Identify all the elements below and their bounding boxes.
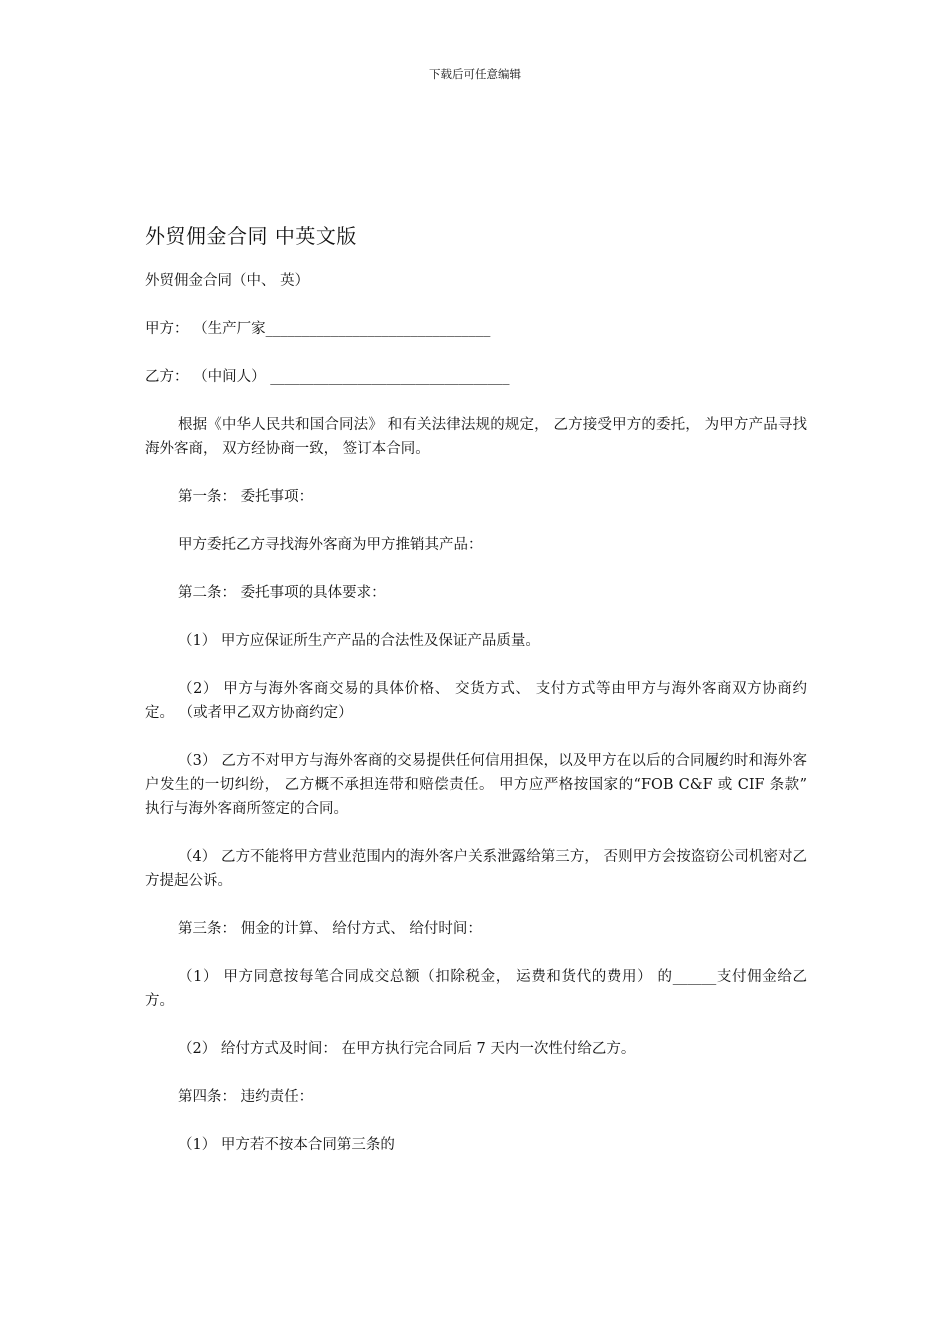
article-2-item-3: （3） 乙方不对甲方与海外客商的交易提供任何信用担保，以及甲方在以后的合同履约时和海外客户发生的一切纠纷， 乙方概不承担连带和赔偿责任。 甲方应严格按国家的“FOB C&F 或 CIF 条款” 执行与海外客商所签定的合同。: [145, 753, 807, 817]
article-4-heading: 第四条： 违约责任：: [178, 1089, 314, 1105]
preamble-paragraph: 根据《中华人民共和国合同法》 和有关法律法规的规定， 乙方接受甲方的委托， 为甲方产品寻找海外客商， 双方经协商一致， 签订本合同。: [145, 417, 807, 457]
party-b-line: 乙方： （中间人） _________________________________: [145, 369, 510, 385]
article-1-heading: 第一条： 委托事项：: [178, 489, 314, 505]
article-3-heading: 第三条： 佣金的计算、 给付方式、 给付时间：: [178, 921, 482, 937]
article-3-item-2: （2） 给付方式及时间： 在甲方执行完合同后 7 天内一次性付给乙方。: [178, 1041, 636, 1057]
page-header-note: 下载后可任意编辑: [429, 67, 521, 81]
document-title: 外贸佣金合同 中英文版: [145, 224, 357, 248]
article-3-item-1: （1） 甲方同意按每笔合同成交总额（扣除税金， 运费和货代的费用） 的______支付佣金给乙方。: [145, 969, 807, 1009]
article-4-item-1: （1） 甲方若不按本合同第三条的: [178, 1137, 395, 1153]
article-2-heading: 第二条： 委托事项的具体要求：: [178, 585, 386, 601]
subtitle-paragraph: 外贸佣金合同（中、 英）: [145, 273, 310, 289]
article-2-item-1: （1） 甲方应保证所生产产品的合法性及保证产品质量。: [178, 633, 540, 649]
document-body: [145, 221, 807, 1181]
article-2-item-2: （2） 甲方与海外客商交易的具体价格、 交货方式、 支付方式等由甲方与海外客商双方协商约定。 （或者甲乙双方协商约定）: [145, 681, 807, 721]
article-2-item-4: （4） 乙方不能将甲方营业范围内的海外客户关系泄露给第三方， 否则甲方会按盗窃公司机密对乙方提起公诉。: [145, 849, 807, 889]
article-1-content: 甲方委托乙方寻找海外客商为甲方推销其产品：: [178, 537, 483, 553]
party-a-line: 甲方： （生产厂家_______________________________: [145, 321, 491, 337]
